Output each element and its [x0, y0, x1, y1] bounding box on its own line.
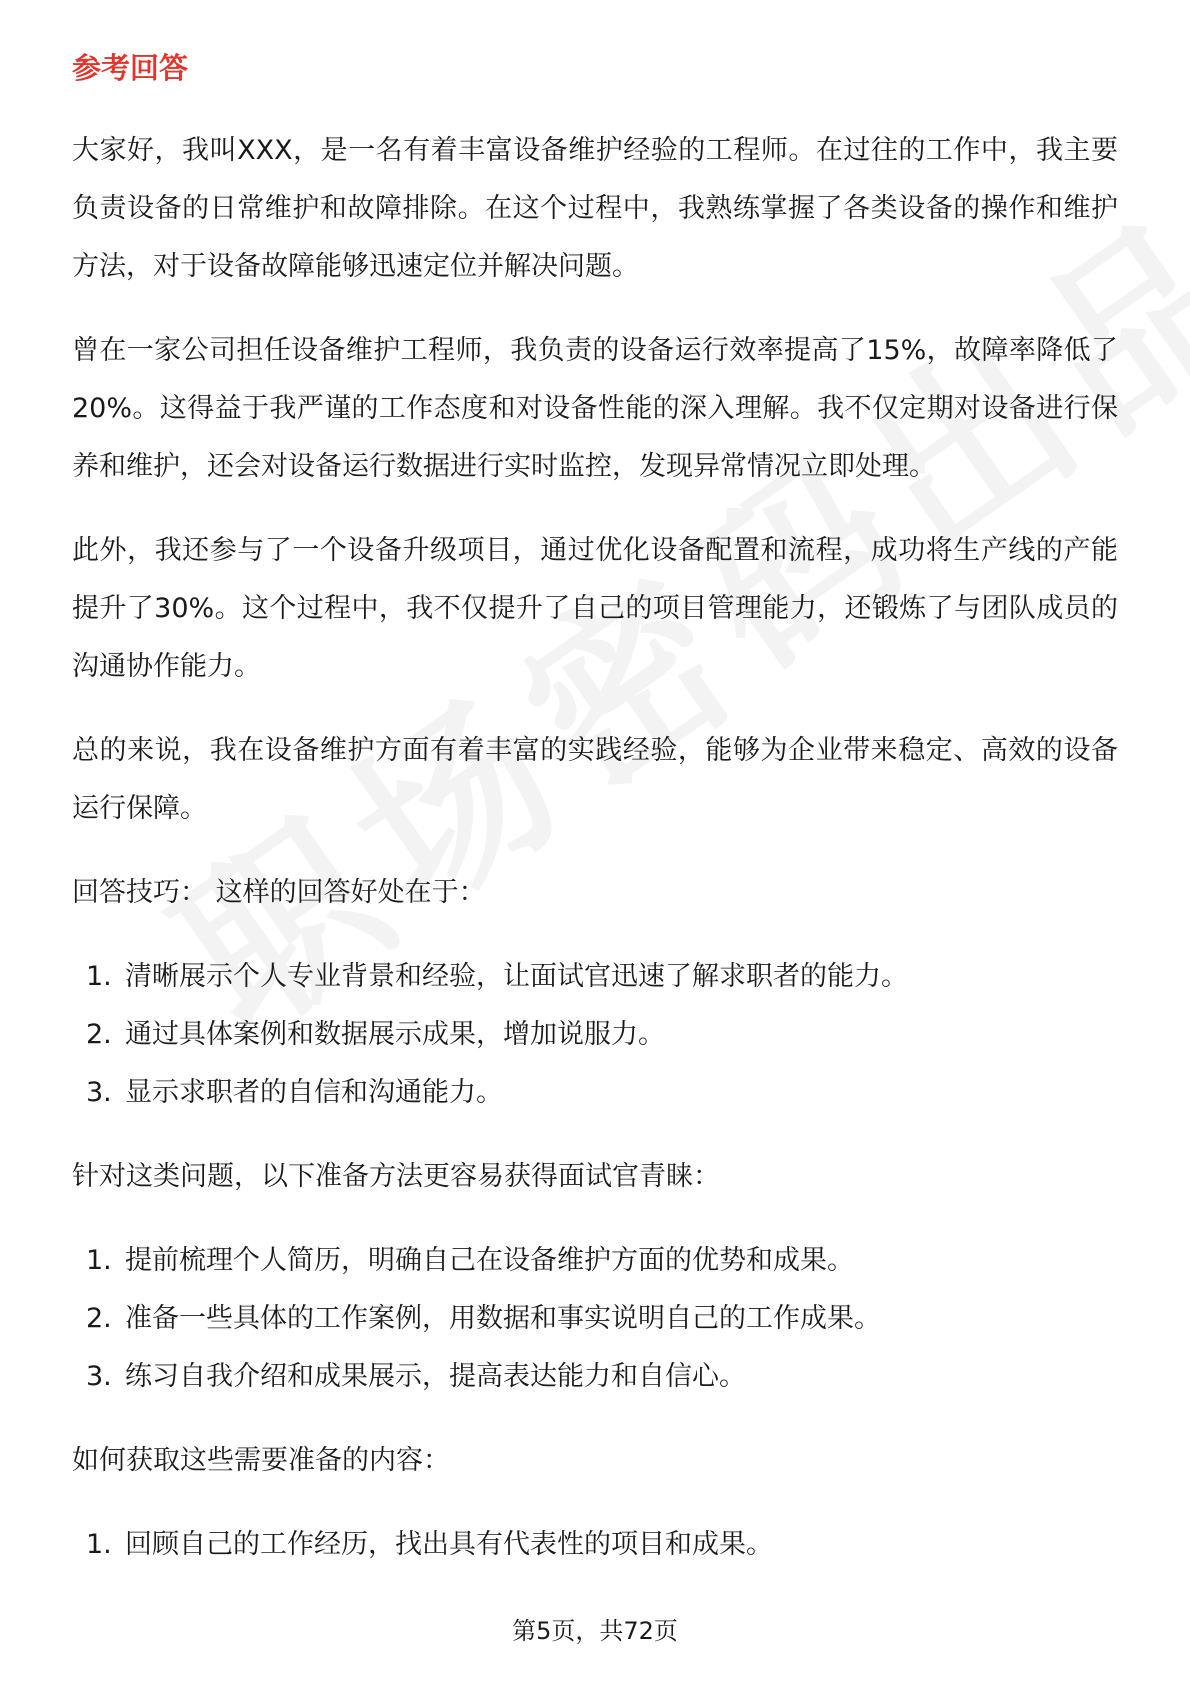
list-item [72, 948, 1118, 1006]
list-item [72, 1006, 1118, 1064]
list-item [72, 1348, 1118, 1406]
list-text: 练习自我介绍和成果展示，提高表达能力和自信心。 [125, 1361, 746, 1392]
list-item [72, 1232, 1118, 1290]
paragraph-project: 此外，我还参与了一个设备升级项目，通过优化设备配置和流程，成功将生产线的产能提升了30%。这个过程中，我不仅提升了自己的项目管理能力，还锻炼了与团队成员的沟通协作能力。 [72, 535, 1118, 682]
list-number: 3. [86, 1361, 112, 1392]
paragraph-achievement: 曾在一家公司担任设备维护工程师，我负责的设备运行效率提高了15%，故障率降低了20%。这得益于我严谨的工作态度和对设备性能的深入理解。我不仅定期对设备进行保养和维护，还会对设备运行数据进行实时监控，发现异常情况立即处理。 [72, 335, 1118, 482]
tips-list [72, 948, 1118, 1122]
list-number: 1. [86, 1245, 112, 1276]
list-item [72, 1064, 1118, 1122]
source-heading: 如何获取这些需要准备的内容： [72, 1445, 450, 1476]
paragraph-intro: 大家好，我叫XXX，是一名有着丰富设备维护经验的工程师。在过往的工作中，我主要负责设备的日常维护和故障排除。在这个过程中，我熟练掌握了各类设备的操作和维护方法，对于设备故障能够迅速定位并解决问题。 [72, 135, 1118, 282]
list-text: 提前梳理个人简历，明确自己在设备维护方面的优势和成果。 [125, 1245, 854, 1276]
list-item [72, 1516, 1118, 1574]
paragraph-summary: 总的来说，我在设备维护方面有着丰富的实践经验，能够为企业带来稳定、高效的设备运行保障。 [72, 735, 1118, 824]
list-text: 显示求职者的自信和沟通能力。 [125, 1077, 503, 1108]
prep-list [72, 1232, 1118, 1406]
list-text: 准备一些具体的工作案例，用数据和事实说明自己的工作成果。 [125, 1303, 881, 1334]
document-body [72, 48, 1118, 1600]
list-number: 1. [86, 961, 112, 992]
section-title: 参考回答 [72, 51, 189, 85]
list-number: 2. [86, 1303, 112, 1334]
list-text: 回顾自己的工作经历，找出具有代表性的项目和成果。 [125, 1529, 773, 1560]
tips-heading: 回答技巧： 这样的回答好处在于： [72, 877, 486, 908]
list-text: 清晰展示个人专业背景和经验，让面试官迅速了解求职者的能力。 [125, 961, 908, 992]
list-number: 1. [86, 1529, 112, 1560]
list-item [72, 1290, 1118, 1348]
list-text: 通过具体案例和数据展示成果，增加说服力。 [125, 1019, 665, 1050]
prep-heading: 针对这类问题，以下准备方法更容易获得面试官青睐： [72, 1161, 720, 1192]
list-number: 2. [86, 1019, 112, 1050]
source-list [72, 1516, 1118, 1574]
list-number: 3. [86, 1077, 112, 1108]
page-footer: 第5页，共72页 [512, 1617, 678, 1645]
